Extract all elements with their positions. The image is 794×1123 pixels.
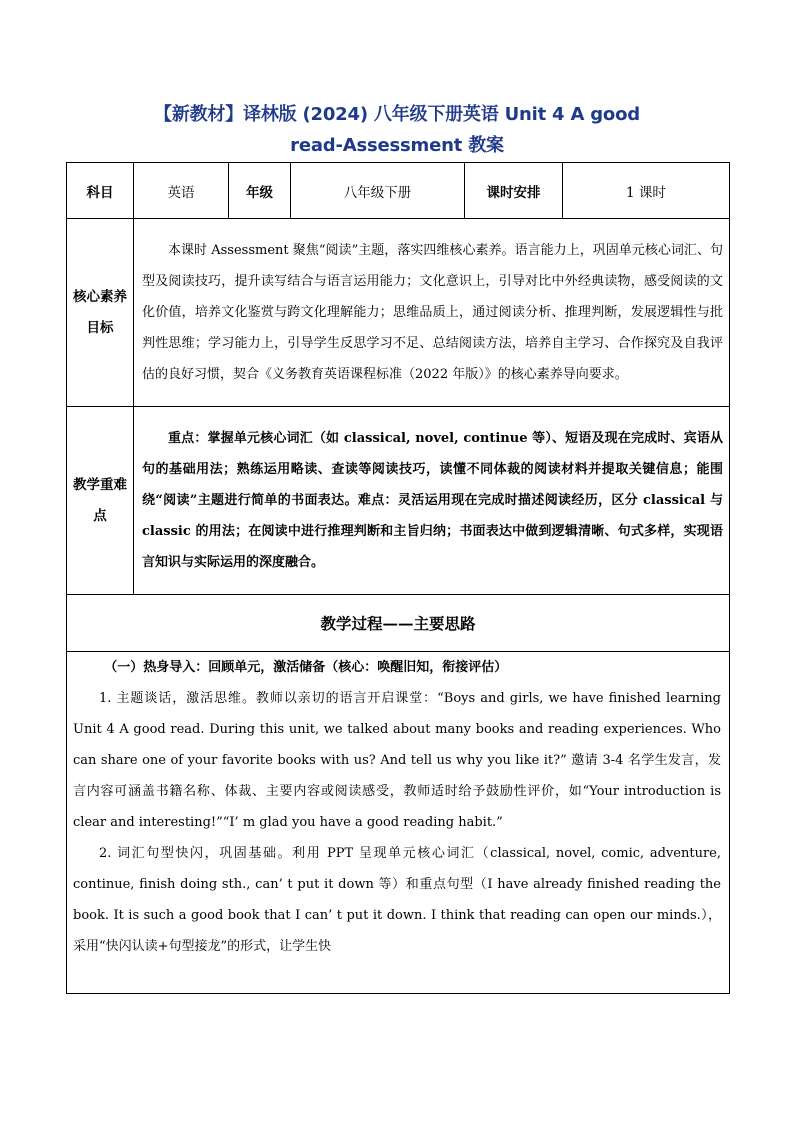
warmup-step-1: 1. 主题谈话，激活思维。教师以亲切的语言开启课堂：“Boys and girls, we have finished learning Unit 4 A good read. During this unit, we talked about many books and reading experiences. Who can share one of your favorite books with us? And tell us why you like it?” 邀请 3-4 名学生发言，发言内容可涵盖书籍名称、体裁、主要内容或阅读感受，教师适时给予鼓励性评价，如“Your introduction is clear and interesting!”“I’ m glad you have a good reading habit.” [73, 691, 721, 830]
process-content-row [67, 652, 730, 994]
subject-value: 英语 [134, 163, 229, 219]
core-literacy-row [67, 219, 730, 407]
process-content [67, 652, 730, 994]
title-line-2: read-Assessment 教案 [290, 135, 504, 156]
grade-value: 八年级下册 [291, 163, 465, 219]
warmup-step-2: 2. 词汇句型快闪，巩固基础。利用 PPT 呈现单元核心词汇（classical, novel, comic, adventure, continue, finish doing sth., can’ t put it down 等）和重点句型（I have already finished reading the book. It is such a good book that I can’ t put it down. I think that reading can open our minds.），采用“快闪认读+句型接龙”的形式，让学生快 [73, 846, 721, 954]
key-points-text: 重点：掌握单元核心词汇（如 classical, novel, continue 等）、短语及现在完成时、宾语从句的基础用法；熟练运用略读、查读等阅读技巧，读懂不同体裁的阅读材料并提取关键信息；能围绕“阅读”主题进行简单的书面表达。难点：灵活运用现在完成时描述阅读经历，区分 classical 与 classic 的用法；在阅读中进行推理判断和主旨归纳；书面表达中做到逻辑清晰、句式多样，实现语言知识与实际运用的深度融合。 [134, 407, 730, 595]
subject-label: 科目 [67, 163, 134, 219]
lesson-plan-table [66, 162, 730, 994]
warmup-subheading: （一）热身导入：回顾单元，激活储备（核心：唤醒旧知，衔接评估） [104, 660, 508, 675]
schedule-label: 课时安排 [465, 163, 563, 219]
title-line-1: 【新教材】译林版 (2024) 八年级下册英语 Unit 4 A good [154, 104, 640, 125]
process-heading: 教学过程——主要思路 [67, 595, 730, 652]
grade-label: 年级 [229, 163, 291, 219]
document-title [0, 99, 794, 161]
header-row [67, 163, 730, 219]
key-points-label: 教学重难点 [67, 407, 134, 595]
core-literacy-label: 核心素养目标 [67, 219, 134, 407]
schedule-value: 1 课时 [563, 163, 730, 219]
process-heading-row [67, 595, 730, 652]
core-literacy-text: 本课时 Assessment 聚焦“阅读”主题，落实四维核心素养。语言能力上，巩固单元核心词汇、句型及阅读技巧，提升读写结合与语言运用能力；文化意识上，引导对比中外经典读物，感受阅读的文化价值，培养文化鉴赏与跨文化理解能力；思维品质上，通过阅读分析、推理判断，发展逻辑性与批判性思维；学习能力上，引导学生反思学习不足、总结阅读方法，培养自主学习、合作探究及自我评估的良好习惯，契合《义务教育英语课程标准（2022 年版）》的核心素养导向要求。 [134, 219, 730, 407]
key-points-row [67, 407, 730, 595]
